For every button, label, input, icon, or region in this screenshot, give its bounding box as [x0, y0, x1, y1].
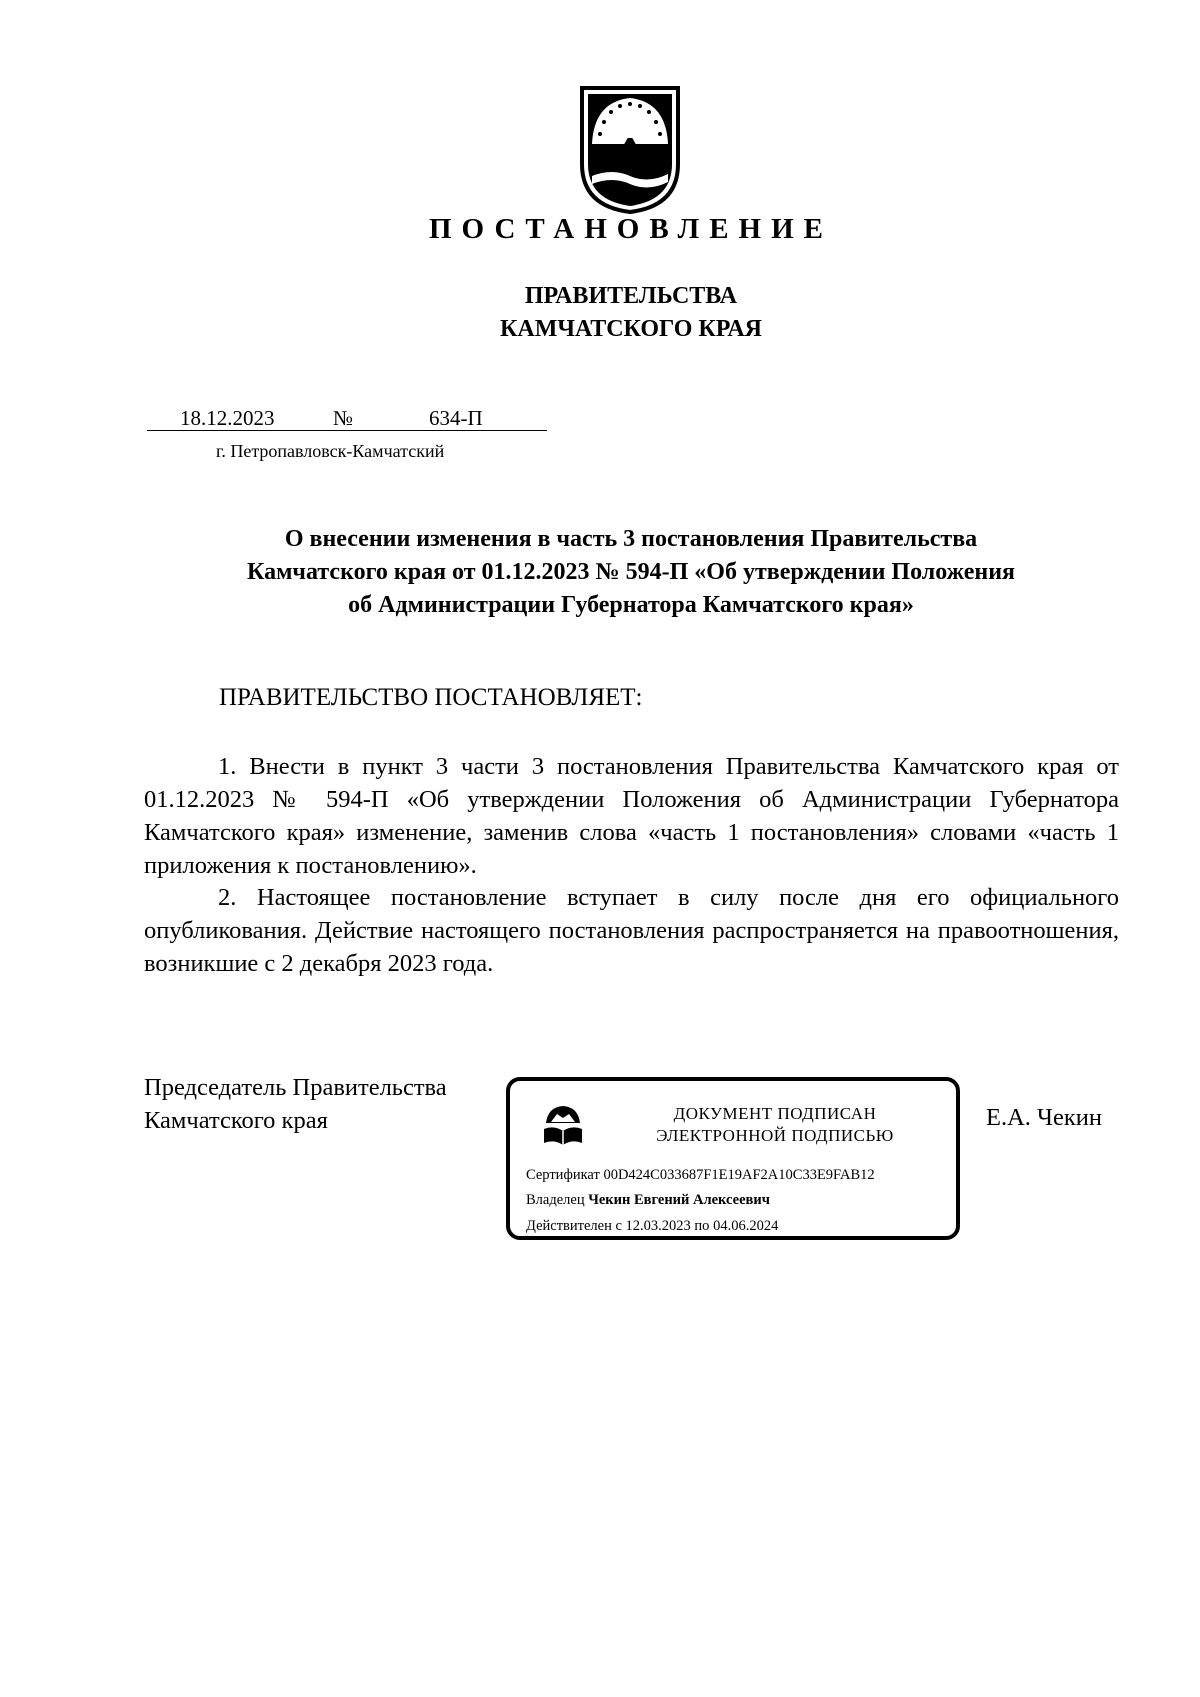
title-line: О внесении изменения в часть 3 постановления Правительства: [284, 526, 978, 552]
stamp-heading-line: ЭЛЕКТРОННОЙ ПОДПИСЬЮ: [656, 1126, 894, 1145]
issuer-line: КАМЧАТСКОГО КРАЯ: [499, 316, 763, 342]
signatory-title-line: Председатель Правительства: [144, 1074, 447, 1101]
title-line: об Администрации Губернатора Камчатского края»: [348, 592, 914, 618]
paragraph-1: 1. Внести в пункт 3 части 3 постановления Правительства Камчатского края от 01.12.2023 № 594-П «Об утверждении Положения об Администрации Губернатора Камчатского края» изменение, заменив слова «часть 1 постановления» словами «часть 1 приложения к постановлению».: [144, 753, 1119, 879]
validity-line: [526, 1218, 778, 1235]
owner-value: Чекин Евгений Алексеевич: [588, 1192, 770, 1208]
stamp-heading: [610, 1103, 940, 1147]
valid-to: 04.06.2024: [713, 1218, 779, 1234]
certificate-label: Сертификат: [526, 1167, 600, 1183]
emblem-icon: [540, 1103, 586, 1149]
electronic-signature-stamp: [506, 1077, 960, 1240]
document-type: ПОСТАНОВЛЕНИЕ: [428, 213, 833, 245]
issuer: [0, 280, 1200, 346]
valid-label: Действителен с: [526, 1218, 622, 1234]
signatory-name: Е.А. Чекин: [986, 1104, 1102, 1131]
decree-statement: ПРАВИТЕЛЬСТВО ПОСТАНОВЛЯЕТ:: [219, 684, 643, 711]
certificate-line: [526, 1167, 875, 1184]
stamp-heading-line: ДОКУМЕНТ ПОДПИСАН: [673, 1104, 877, 1123]
issuer-line: ПРАВИТЕЛЬСТВА: [524, 283, 738, 309]
number-sign: №: [333, 406, 354, 430]
certificate-value: 00D424C033687F1E19AF2A10C33E9FAB12: [603, 1167, 875, 1183]
paragraph-2: 2. Настоящее постановление вступает в силу после дня его официального опубликования. Действие настоящего постановления распространяется на правоотношения, возникшие с 2 декабря 2023 года.: [144, 884, 1119, 977]
date-number-underline: [147, 430, 547, 431]
document-title: [140, 523, 1122, 622]
signatory-title-line: Камчатского края: [144, 1107, 328, 1134]
owner-line: [526, 1192, 770, 1209]
valid-to-label: по: [694, 1218, 710, 1234]
title-line: Камчатского края от 01.12.2023 № 594-П «Об утверждении Положения: [247, 559, 1015, 585]
valid-from: 12.03.2023: [625, 1218, 691, 1234]
coat-of-arms-icon: [578, 84, 682, 214]
document-date: 18.12.2023: [180, 406, 275, 430]
issue-city: г. Петропавловск-Камчатский: [216, 441, 445, 461]
signatory-title: [144, 1071, 447, 1137]
document-number: 634-П: [429, 406, 483, 430]
owner-label: Владелец: [526, 1192, 585, 1208]
